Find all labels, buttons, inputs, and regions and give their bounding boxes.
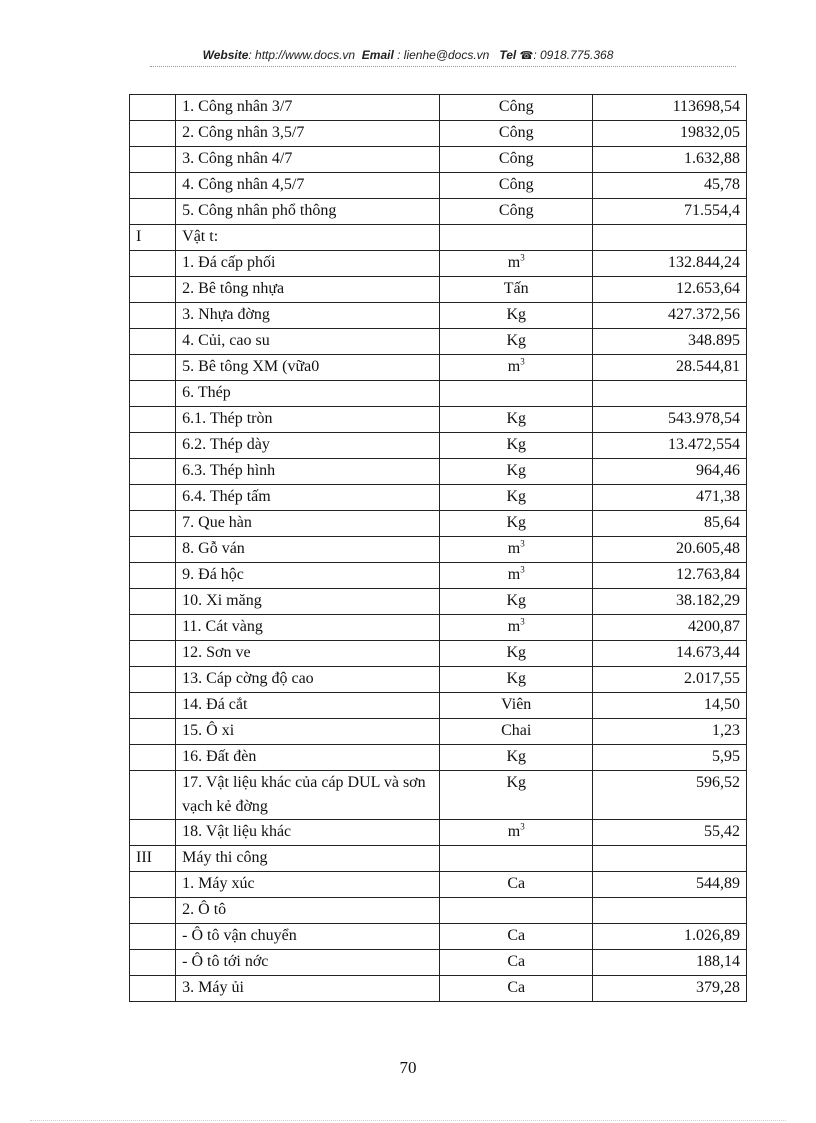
quantity (593, 537, 747, 563)
item-name-text: 18. Vật liệu khác (182, 823, 292, 840)
tel-value: : 0918.775.368 (533, 48, 614, 62)
table-row (130, 277, 747, 303)
unit (439, 537, 592, 563)
row-number (130, 820, 176, 846)
item-name (176, 459, 440, 485)
table-row (130, 563, 747, 589)
unit-text: Ca (507, 927, 526, 944)
unit (439, 173, 592, 199)
quantity (593, 381, 747, 407)
quantity-text: 19832,05 (680, 124, 740, 141)
table-row (130, 950, 747, 976)
table-row (130, 511, 747, 537)
unit-text: Công (498, 176, 534, 193)
unit-text: Kg (506, 436, 526, 453)
row-number (130, 277, 176, 303)
row-number (130, 95, 176, 121)
unit (439, 147, 592, 173)
item-name-text: 5. Bê tông XM (vữa0 (182, 358, 320, 375)
item-name (176, 485, 440, 511)
table-row (130, 407, 747, 433)
row-number (130, 589, 176, 615)
item-name (176, 693, 440, 719)
unit (439, 303, 592, 329)
item-name (176, 537, 440, 563)
unit (439, 820, 592, 846)
unit (439, 846, 592, 872)
table-row (130, 641, 747, 667)
row-number (130, 485, 176, 511)
row-number (130, 433, 176, 459)
item-name (176, 950, 440, 976)
row-number (130, 693, 176, 719)
quantity-text: 14,50 (704, 696, 740, 713)
unit-text: Tấn (503, 280, 529, 297)
item-name-text: 3. Công nhân 4/7 (182, 150, 293, 167)
unit-text: m (507, 254, 521, 271)
unit-text: Kg (506, 332, 526, 349)
quantity-text: 544,89 (696, 875, 740, 892)
quantity (593, 563, 747, 589)
row-number (130, 329, 176, 355)
quantity (593, 251, 747, 277)
quantity (593, 485, 747, 511)
item-name (176, 511, 440, 537)
table-row (130, 771, 747, 820)
quantity-text: 1,23 (712, 722, 740, 739)
quantity-text: 348.895 (688, 332, 740, 349)
item-name-text: 9. Đá hộc (182, 566, 244, 583)
quantity-text: 71.554,4 (684, 202, 740, 219)
table-row (130, 719, 747, 745)
quantity (593, 121, 747, 147)
row-number (130, 924, 176, 950)
row-number (130, 771, 176, 820)
page-number: 70 (399, 1058, 417, 1077)
page-header (0, 48, 816, 62)
unit (439, 355, 592, 381)
quantity (593, 641, 747, 667)
item-name (176, 225, 440, 251)
unit-text: Viên (501, 696, 532, 713)
email-value: : lienhe@docs.vn (397, 48, 490, 62)
quantity-text: 12.763,84 (676, 566, 740, 583)
unit (439, 898, 592, 924)
quantity (593, 719, 747, 745)
item-name-text: 16. Đất đèn (182, 748, 257, 765)
row-number (130, 459, 176, 485)
table-row (130, 872, 747, 898)
item-name (176, 199, 440, 225)
table-row (130, 898, 747, 924)
item-name (176, 173, 440, 199)
table-row (130, 615, 747, 641)
table-row (130, 303, 747, 329)
item-name (176, 95, 440, 121)
quantity (593, 898, 747, 924)
unit (439, 433, 592, 459)
item-name-text: 6.2. Thép dày (182, 436, 270, 453)
unit-text: Kg (506, 410, 526, 427)
quantity-text: 28.544,81 (676, 358, 740, 375)
unit-text: Ca (507, 979, 526, 996)
quantity-text: 4200,87 (688, 618, 740, 635)
quantity (593, 771, 747, 820)
item-name (176, 251, 440, 277)
item-name-text: 7. Que hàn (182, 514, 252, 531)
quantity (593, 511, 747, 537)
quantity-text: 964,46 (696, 462, 740, 479)
table-row (130, 225, 747, 251)
table-row (130, 433, 747, 459)
quantity-text: 45,78 (704, 176, 740, 193)
unit (439, 511, 592, 537)
table-row (130, 924, 747, 950)
quantity (593, 407, 747, 433)
item-name (176, 924, 440, 950)
row-number (130, 121, 176, 147)
unit-text: Ca (507, 953, 526, 970)
row-number (130, 381, 176, 407)
quantity (593, 173, 747, 199)
unit (439, 950, 592, 976)
quantity-text: 471,38 (696, 488, 740, 505)
unit (439, 225, 592, 251)
unit (439, 615, 592, 641)
unit-superscript: 3 (520, 252, 525, 263)
unit-text: Công (498, 98, 534, 115)
item-name-text: 1. Máy xúc (182, 875, 255, 892)
row-number (130, 641, 176, 667)
unit-superscript: 3 (520, 356, 525, 367)
row-number-text: I (136, 228, 142, 245)
item-name-text: 4. Công nhân 4,5/7 (182, 176, 305, 193)
item-name (176, 641, 440, 667)
table-row (130, 95, 747, 121)
table-row (130, 121, 747, 147)
table-body (130, 95, 747, 1002)
row-number (130, 173, 176, 199)
row-number (130, 563, 176, 589)
unit-text: Công (498, 124, 534, 141)
unit (439, 693, 592, 719)
unit (439, 667, 592, 693)
quantity-text: 543.978,54 (668, 410, 740, 427)
quantity-text: 85,64 (704, 514, 740, 531)
unit-superscript: 3 (520, 821, 525, 832)
table-row (130, 147, 747, 173)
quantity-text: 55,42 (704, 823, 740, 840)
quantity (593, 459, 747, 485)
unit (439, 329, 592, 355)
unit-text: m (507, 566, 521, 583)
item-name-text: 17. Vật liệu khác của cáp DUL và sơn vạch kẻ đờng (182, 774, 426, 815)
table-row (130, 820, 747, 846)
item-name-text: 6.4. Thép tấm (182, 488, 271, 505)
unit (439, 771, 592, 820)
table-row (130, 667, 747, 693)
unit (439, 95, 592, 121)
quantity-text: 379,28 (696, 979, 740, 996)
item-name-text: 4. Củi, cao su (182, 332, 270, 349)
row-number (130, 872, 176, 898)
quantity (593, 433, 747, 459)
item-name (176, 407, 440, 433)
quantity (593, 199, 747, 225)
item-name-text: 14. Đá cắt (182, 696, 248, 713)
quantity-text: 2.017,55 (684, 670, 740, 687)
row-number (130, 537, 176, 563)
table-row (130, 976, 747, 1002)
item-name (176, 355, 440, 381)
item-name (176, 872, 440, 898)
row-number (130, 898, 176, 924)
quantity (593, 846, 747, 872)
item-name-text: 11. Cát vàng (182, 618, 263, 635)
table-row (130, 329, 747, 355)
quantity (593, 820, 747, 846)
quantity (593, 147, 747, 173)
unit-text: Kg (506, 592, 526, 609)
table-row (130, 251, 747, 277)
item-name-text: Vật t: (182, 228, 219, 245)
unit (439, 199, 592, 225)
item-name-text: 2. Ô tô (182, 901, 227, 918)
quantity (593, 950, 747, 976)
item-name (176, 846, 440, 872)
item-name-text: 6. Thép (182, 384, 231, 401)
row-number (130, 950, 176, 976)
item-name-text: 10. Xi măng (182, 592, 262, 609)
phone-icon: ☎ (519, 50, 534, 62)
item-name (176, 433, 440, 459)
item-name (176, 303, 440, 329)
quantity-text: 427.372,56 (668, 306, 740, 323)
item-name-text: 3. Nhựa đờng (182, 306, 270, 323)
item-name-text: 12. Sơn ve (182, 644, 251, 661)
website-value: : http://www.docs.vn (248, 48, 356, 62)
table-row (130, 846, 747, 872)
item-name-text: 5. Công nhân phổ thông (182, 202, 337, 219)
unit-text: m (507, 618, 521, 635)
table-row (130, 355, 747, 381)
unit-text: Kg (506, 644, 526, 661)
quantity-text: 113698,54 (672, 98, 740, 115)
tel-label: Tel (499, 48, 517, 62)
item-name (176, 589, 440, 615)
table-row (130, 485, 747, 511)
quantity (593, 693, 747, 719)
item-name (176, 771, 440, 820)
row-number (130, 147, 176, 173)
row-number (130, 615, 176, 641)
quantity (593, 872, 747, 898)
row-number (130, 846, 176, 872)
quantity-text: 20.605,48 (676, 540, 740, 557)
quantity-text: 132.844,24 (668, 254, 740, 271)
row-number (130, 225, 176, 251)
quantity-text: 14.673,44 (676, 644, 740, 661)
item-name-text: 3. Máy ủi (182, 979, 244, 996)
website-label: Website (202, 48, 249, 62)
table-row (130, 745, 747, 771)
unit (439, 976, 592, 1002)
unit (439, 251, 592, 277)
unit-superscript: 3 (520, 564, 525, 575)
unit (439, 485, 592, 511)
item-name-text: 2. Bê tông nhựa (182, 280, 285, 297)
item-name-text: Máy thi công (182, 849, 268, 866)
table-row (130, 589, 747, 615)
unit (439, 719, 592, 745)
header-divider (150, 66, 736, 67)
row-number (130, 745, 176, 771)
quantity-text: 13.472,554 (668, 436, 740, 453)
row-number (130, 303, 176, 329)
quantity (593, 976, 747, 1002)
quantity (593, 277, 747, 303)
item-name-text: 6.1. Thép tròn (182, 410, 273, 427)
unit (439, 277, 592, 303)
unit-text: Kg (506, 306, 526, 323)
quantity (593, 225, 747, 251)
quantity (593, 355, 747, 381)
materials-table (129, 94, 747, 1002)
quantity (593, 303, 747, 329)
item-name-text: 1. Đá cấp phối (182, 254, 276, 271)
unit-text: m (507, 358, 521, 375)
unit (439, 745, 592, 771)
quantity (593, 329, 747, 355)
row-number (130, 199, 176, 225)
table-row (130, 459, 747, 485)
table-row (130, 381, 747, 407)
item-name (176, 898, 440, 924)
unit (439, 563, 592, 589)
item-name-text: - Ô tô tới nớc (182, 953, 269, 970)
unit-text: m (507, 540, 521, 557)
quantity (593, 615, 747, 641)
unit-superscript: 3 (520, 538, 525, 549)
item-name (176, 147, 440, 173)
quantity (593, 924, 747, 950)
row-number-text: III (136, 849, 152, 866)
item-name (176, 563, 440, 589)
item-name (176, 121, 440, 147)
item-name (176, 976, 440, 1002)
quantity (593, 589, 747, 615)
unit-superscript: 3 (520, 616, 525, 627)
item-name (176, 381, 440, 407)
unit (439, 641, 592, 667)
unit (439, 872, 592, 898)
item-name (176, 329, 440, 355)
unit (439, 121, 592, 147)
unit (439, 589, 592, 615)
quantity-text: 596,52 (696, 774, 740, 791)
row-number (130, 667, 176, 693)
unit-text: Kg (506, 514, 526, 531)
table-row (130, 199, 747, 225)
row-number (130, 976, 176, 1002)
unit (439, 381, 592, 407)
quantity (593, 667, 747, 693)
table-row (130, 693, 747, 719)
item-name (176, 667, 440, 693)
item-name-text: 2. Công nhân 3,5/7 (182, 124, 305, 141)
unit-text: Kg (506, 670, 526, 687)
unit-text: Kg (506, 462, 526, 479)
quantity (593, 745, 747, 771)
quantity-text: 12.653,64 (676, 280, 740, 297)
unit-text: Công (498, 150, 534, 167)
quantity-text: 1.026,89 (684, 927, 740, 944)
item-name (176, 277, 440, 303)
item-name-text: - Ô tô vận chuyển (182, 927, 297, 944)
unit (439, 924, 592, 950)
quantity-text: 188,14 (696, 953, 740, 970)
unit-text: Kg (506, 748, 526, 765)
unit-text: Chai (501, 722, 532, 739)
item-name-text: 1. Công nhân 3/7 (182, 98, 293, 115)
row-number (130, 355, 176, 381)
email-label: Email (361, 48, 394, 62)
table-row (130, 173, 747, 199)
quantity-text: 1.632,88 (684, 150, 740, 167)
row-number (130, 719, 176, 745)
item-name-text: 6.3. Thép hình (182, 462, 276, 479)
unit (439, 407, 592, 433)
quantity (593, 95, 747, 121)
unit-text: Công (498, 202, 534, 219)
item-name (176, 745, 440, 771)
item-name (176, 615, 440, 641)
item-name-text: 8. Gỗ ván (182, 540, 245, 557)
unit-text: Kg (506, 488, 526, 505)
quantity-text: 5,95 (712, 748, 740, 765)
row-number (130, 511, 176, 537)
item-name (176, 820, 440, 846)
item-name-text: 15. Ô xi (182, 722, 235, 739)
table-row (130, 537, 747, 563)
footer-divider (30, 1120, 786, 1121)
unit (439, 459, 592, 485)
item-name (176, 719, 440, 745)
unit-text: Kg (506, 774, 526, 791)
row-number (130, 251, 176, 277)
item-name-text: 13. Cáp cờng độ cao (182, 670, 314, 687)
unit-text: m (507, 823, 521, 840)
row-number (130, 407, 176, 433)
unit-text: Ca (507, 875, 526, 892)
quantity-text: 38.182,29 (676, 592, 740, 609)
